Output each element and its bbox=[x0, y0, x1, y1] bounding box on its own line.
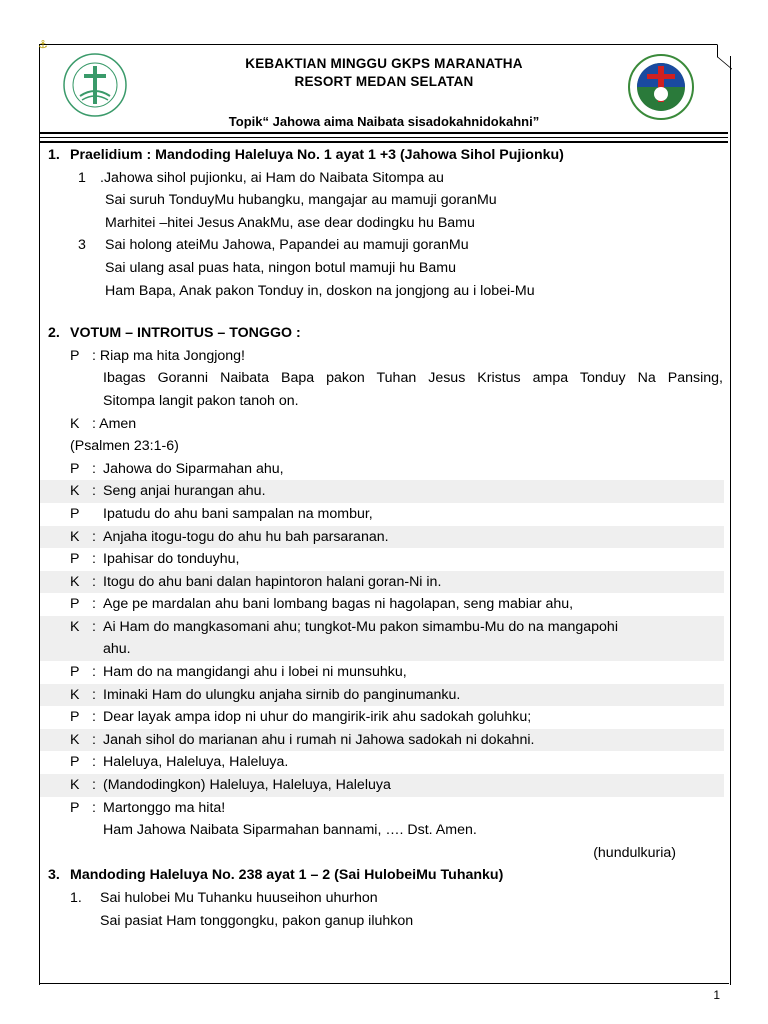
header-rule-top bbox=[40, 132, 728, 134]
speaker-mark: K bbox=[70, 618, 80, 635]
responsive-reading bbox=[40, 458, 728, 820]
anchor-icon: ⚓ bbox=[38, 39, 48, 51]
colon-mark: : bbox=[92, 754, 96, 771]
psalm-reference: (Psalmen 23:1-6) bbox=[70, 438, 179, 455]
response-text: Jahowa do Siparmahan ahu, bbox=[103, 460, 284, 477]
liturgy-content bbox=[40, 144, 728, 932]
votum-line: Sitompa langit pakon tanoh on. bbox=[103, 392, 299, 409]
response-text: Janah sihol do marianan ahu i rumah ni Jahowa sadokah ni dokahni. bbox=[103, 731, 535, 748]
verse-line: 1 .Jahowa sihol pujionku, ai Ham do Naibata Sitompa au bbox=[78, 169, 444, 186]
response-text: ahu. bbox=[103, 641, 131, 658]
colon-mark: : bbox=[92, 686, 96, 703]
colon-mark: : bbox=[92, 528, 96, 545]
responsive-line bbox=[40, 661, 728, 684]
responsive-line bbox=[40, 480, 724, 503]
responsive-line bbox=[40, 797, 728, 820]
verse-line: Sai suruh TonduyMu hubangku, mangajar au mamuji goranMu bbox=[105, 192, 497, 209]
colon-mark: : bbox=[92, 460, 96, 477]
colon-mark: : bbox=[92, 709, 96, 726]
response-text: Age pe mardalan ahu bani lombang bagas ni hagolapan, seng mabiar ahu, bbox=[103, 596, 574, 613]
topic-line: Topik“ Jahowa aima Naibata sisadokahnidokahni” bbox=[228, 114, 540, 129]
votum-line: K : Amen bbox=[70, 415, 137, 432]
response-text: Anjaha itogu-togu do ahu hu bah parsaranan. bbox=[103, 528, 389, 545]
page-number: 1 bbox=[713, 988, 720, 1002]
speaker-mark: P bbox=[70, 664, 80, 681]
response-text: Ipatudu do ahu bani sampalan na mombur, bbox=[103, 505, 373, 522]
colon-mark: : bbox=[92, 618, 96, 635]
document-title-line1: KEBAKTIAN MINGGU GKPS MARANATHA bbox=[245, 56, 523, 71]
speaker-mark: P bbox=[70, 799, 80, 816]
section-heading: 2. VOTUM – INTROITUS – TONGGO : bbox=[48, 325, 301, 342]
responsive-line bbox=[40, 751, 728, 774]
verse-line: Ham Bapa, Anak pakon Tonduy in, doskon na jongjong au i lobei-Mu bbox=[105, 282, 535, 299]
speaker-mark: P bbox=[70, 505, 80, 522]
response-text: Haleluya, Haleluya, Haleluya. bbox=[103, 754, 289, 771]
responsive-line bbox=[40, 706, 728, 729]
verse-line: Marhitei –hitei Jesus AnakMu, ase dear dodingku hu Bamu bbox=[105, 214, 475, 231]
document-title-line2: RESORT MEDAN SELATAN bbox=[294, 74, 474, 89]
votum-line: Ibagas Goranni Naibata Bapa pakon Tuhan Jesus Kristus ampa Tonduy Na Pansing, bbox=[103, 370, 723, 387]
section-heading: 1. Praelidium : Mandoding Haleluya No. 1 ayat 1 +3 (Jahowa Sihol Pujionku) bbox=[48, 147, 564, 163]
response-text: (Mandodingkon) Haleluya, Haleluya, Haleluya bbox=[103, 777, 391, 794]
response-text: Seng anjai hurangan ahu. bbox=[103, 483, 266, 500]
speaker-mark: P bbox=[70, 551, 80, 568]
document-header bbox=[40, 44, 728, 136]
response-text: Dear layak ampa idop ni uhur do mangirik-irik ahu sadokah goluhku; bbox=[103, 709, 532, 726]
section-heading: 3. Mandoding Haleluya No. 238 ayat 1 – 2 (Sai HulobeiMu Tuhanku) bbox=[48, 867, 504, 884]
verse-line: 1. Sai hulobei Mu Tuhanku huuseihon uhurhon bbox=[70, 890, 378, 906]
header-rule-bottom bbox=[40, 141, 728, 143]
speaker-mark: P bbox=[70, 460, 80, 477]
responsive-line bbox=[40, 571, 724, 594]
response-text: Ipahisar do tonduyhu, bbox=[103, 551, 240, 568]
responsive-line bbox=[40, 774, 724, 797]
responsive-line bbox=[40, 458, 728, 481]
emblem-logo bbox=[617, 52, 705, 122]
colon-mark: : bbox=[92, 799, 96, 816]
speaker-mark: K bbox=[70, 573, 80, 590]
speaker-mark: K bbox=[70, 686, 80, 703]
speaker-mark: K bbox=[70, 483, 80, 500]
responsive-line bbox=[40, 593, 728, 616]
colon-mark: : bbox=[92, 664, 96, 681]
responsive-line-continued bbox=[40, 638, 724, 661]
closing-line: Ham Jahowa Naibata Siparmahan bannami, …. Dst. Amen. bbox=[103, 822, 477, 839]
speaker-mark: P bbox=[70, 709, 80, 726]
colon-mark: : bbox=[92, 573, 96, 590]
speaker-mark: P bbox=[70, 754, 80, 771]
responsive-line bbox=[40, 548, 728, 571]
responsive-line bbox=[40, 503, 728, 526]
responsive-line bbox=[40, 684, 724, 707]
speaker-mark: P bbox=[70, 596, 80, 613]
responsive-line bbox=[40, 526, 724, 549]
response-text: Ham do na mangidangi ahu i lobei ni munsuhku, bbox=[103, 664, 407, 681]
response-text: Martonggo ma hita! bbox=[103, 799, 226, 816]
verse-line: Sai pasiat Ham tonggongku, pakon ganup iluhkon bbox=[100, 912, 414, 929]
colon-mark: : bbox=[92, 483, 96, 500]
colon-mark: : bbox=[92, 596, 96, 613]
colon-mark: : bbox=[92, 777, 96, 794]
footer-rule bbox=[39, 983, 729, 984]
responsive-line bbox=[40, 616, 724, 639]
speaker-mark: K bbox=[70, 528, 80, 545]
response-text: Ai Ham do mangkasomani ahu; tungkot-Mu pakon simambu-Mu do na mangapohi bbox=[103, 618, 618, 635]
colon-mark: : bbox=[92, 551, 96, 568]
verse-line: Sai ulang asal puas hata, ningon botul mamuji hu Bamu bbox=[105, 259, 456, 276]
colon-mark: : bbox=[92, 731, 96, 748]
response-text: Itogu do ahu bani dalan hapintoron halani goran-Ni in. bbox=[103, 573, 442, 590]
posture-note: (hundulkuria) bbox=[593, 844, 676, 861]
votum-line: P : Riap ma hita Jongjong! bbox=[70, 347, 246, 364]
response-text: Iminaki Ham do ulungku anjaha sirnib do panginumanku. bbox=[103, 686, 461, 703]
responsive-line bbox=[40, 729, 724, 752]
speaker-mark: K bbox=[70, 731, 80, 748]
speaker-mark: K bbox=[70, 777, 80, 794]
verse-line: 3 Sai holong ateiMu Jahowa, Papandei au mamuji goranMu bbox=[78, 237, 469, 254]
header-rule-middle bbox=[40, 137, 728, 138]
